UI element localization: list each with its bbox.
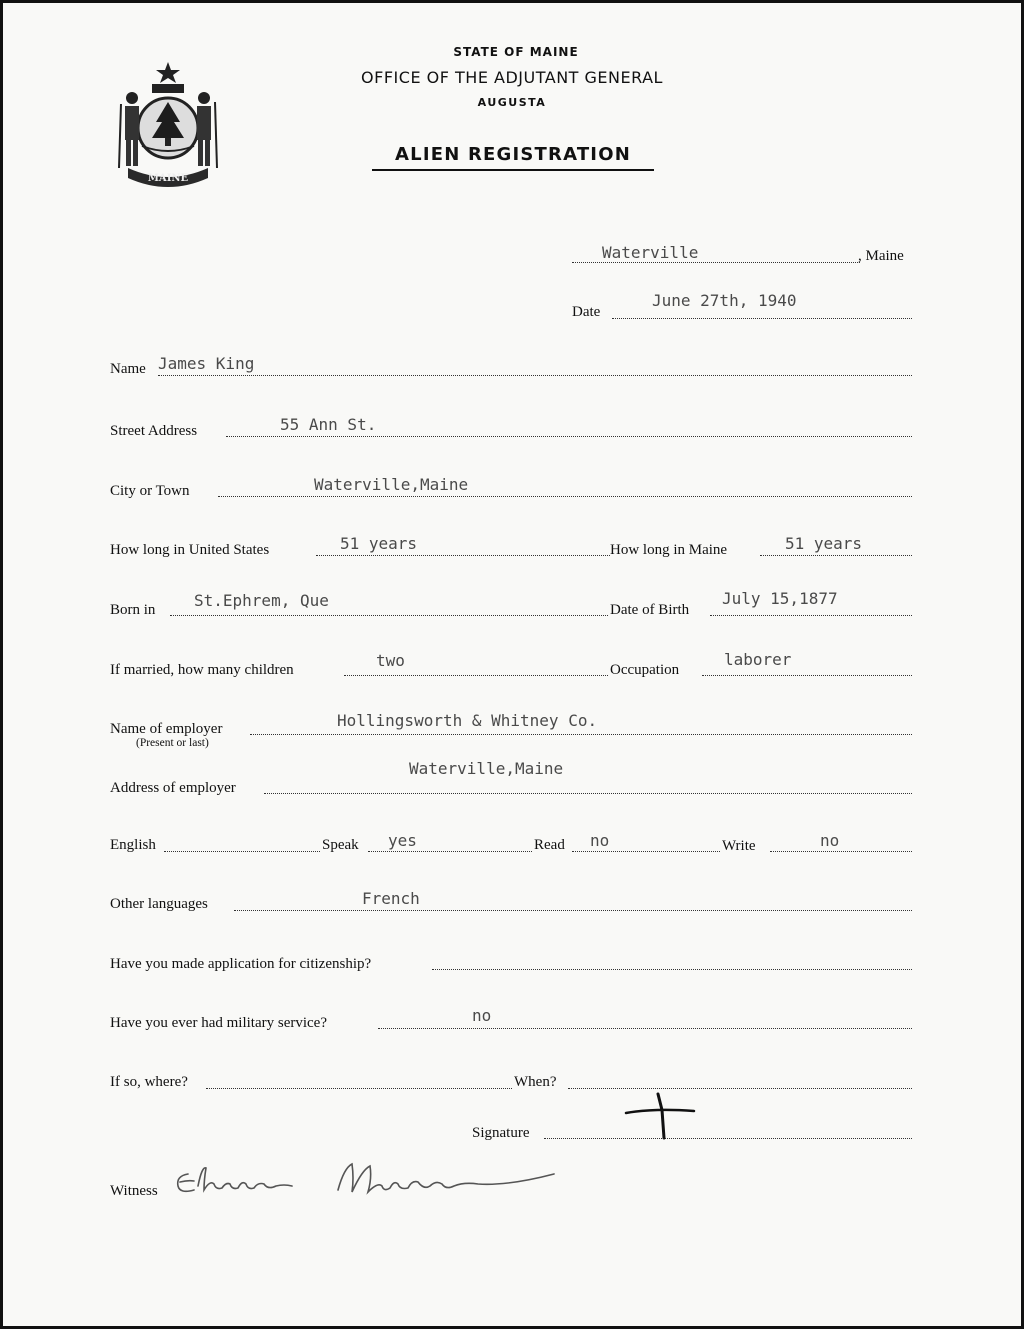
read-line: [572, 851, 720, 852]
when-line: [568, 1088, 912, 1089]
other-languages-line: [234, 910, 912, 911]
where-label: If so, where?: [110, 1074, 188, 1090]
other-languages-label: Other languages: [110, 896, 208, 912]
when-label: When?: [514, 1074, 557, 1090]
other-languages-value: French: [362, 889, 420, 908]
form-title: ALIEN REGISTRATION: [372, 144, 654, 171]
write-line: [770, 851, 912, 852]
speak-line: [368, 851, 532, 852]
children-line: [344, 675, 608, 676]
military-line: [378, 1028, 912, 1029]
write-value: no: [820, 831, 840, 850]
born-in-line: [170, 615, 608, 616]
witness-label: Witness: [110, 1183, 158, 1199]
employer-address-label: Address of employer: [110, 780, 236, 796]
english-line: [164, 851, 320, 852]
citizenship-line: [432, 969, 912, 970]
name-line: [158, 375, 912, 376]
children-value: two: [376, 651, 405, 670]
witness-signature: [168, 1160, 558, 1204]
date-line: [612, 318, 912, 319]
write-label: Write: [722, 838, 756, 854]
occupation-line: [702, 675, 912, 676]
occupation-value: laborer: [724, 650, 792, 669]
place-suffix: , Maine: [858, 248, 904, 264]
children-label: If married, how many children: [110, 662, 294, 678]
place-line: [572, 262, 860, 263]
employer-address-line: [264, 793, 912, 794]
born-in-label: Born in: [110, 602, 156, 618]
employer-label: Name of employer: [110, 721, 223, 737]
street-label: Street Address: [110, 423, 198, 439]
date-value: June 27th, 1940: [652, 291, 797, 310]
maine-duration-value: 51 years: [785, 534, 863, 553]
speak-label: Speak: [322, 837, 359, 853]
signature-line: [544, 1138, 912, 1139]
occupation-label: Occupation: [610, 662, 680, 678]
born-in-value: St.Ephrem, Que: [194, 591, 329, 610]
military-label: Have you ever had military service?: [110, 1015, 327, 1031]
svg-text:MAINE: MAINE: [147, 173, 189, 184]
city-line: [218, 496, 912, 497]
military-value: no: [472, 1006, 492, 1025]
english-label: English: [110, 837, 156, 853]
name-value: James King: [158, 354, 255, 373]
employer-line: [250, 734, 912, 735]
read-value: no: [590, 831, 610, 850]
maine-duration-label: How long in Maine: [610, 542, 728, 558]
header-office: OFFICE OF THE ADJUTANT GENERAL: [361, 68, 663, 87]
us-duration-label: How long in United States: [110, 542, 270, 558]
place-town: Waterville: [602, 243, 699, 262]
signature-label: Signature: [472, 1125, 530, 1141]
dob-value: July 15,1877: [722, 589, 838, 608]
date-label: Date: [572, 304, 601, 320]
street-line: [226, 436, 912, 437]
employer-value: Hollingsworth & Whitney Co.: [337, 711, 598, 730]
where-line: [206, 1088, 512, 1089]
dob-line: [710, 615, 912, 616]
us-duration-line: [316, 555, 610, 556]
employer-sublabel: (Present or last): [136, 737, 209, 749]
employer-address-value: Waterville,Maine: [409, 759, 564, 778]
street-value: 55 Ann St.: [280, 415, 377, 434]
maine-duration-line: [760, 555, 912, 556]
dob-label: Date of Birth: [610, 602, 690, 618]
header-city: AUGUSTA: [477, 96, 547, 109]
header-state: STATE OF MAINE: [453, 45, 579, 59]
name-label: Name: [110, 361, 146, 377]
read-label: Read: [534, 837, 565, 853]
citizenship-label: Have you made application for citizenship?: [110, 956, 372, 972]
speak-value: yes: [388, 831, 417, 850]
city-label: City or Town: [110, 483, 190, 499]
city-value: Waterville,Maine: [314, 475, 469, 494]
cross-mark-icon: [624, 1092, 696, 1142]
us-duration-value: 51 years: [340, 534, 418, 553]
